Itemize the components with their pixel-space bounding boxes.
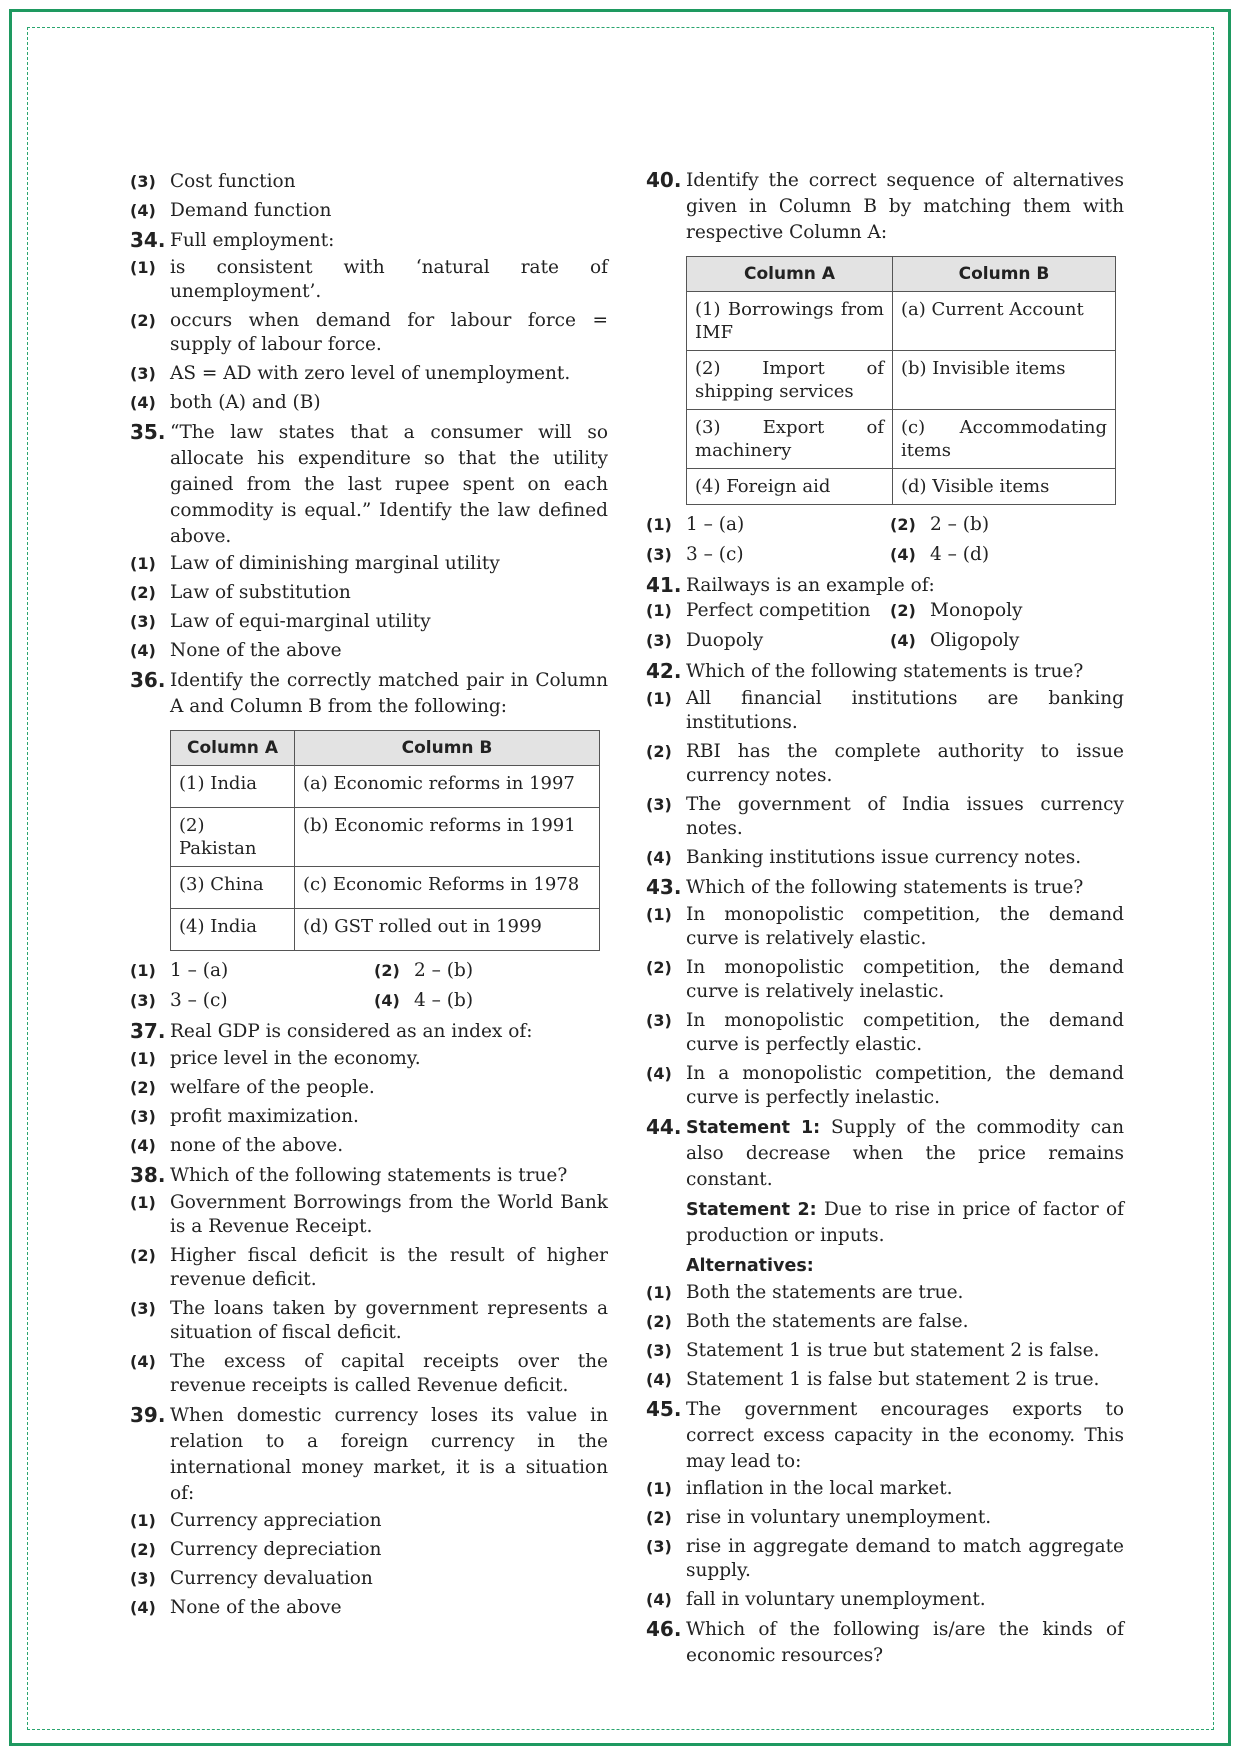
option-number: (2): [374, 961, 400, 980]
question-42: [646, 659, 1124, 685]
option: [646, 1506, 1124, 1530]
option: [646, 1535, 1124, 1583]
option: [130, 610, 608, 634]
option-text: both (A) and (B): [170, 392, 321, 413]
option-text: None of the above: [170, 640, 342, 661]
option-text: 2 – (b): [414, 960, 474, 981]
option: [130, 199, 608, 223]
question-39: [130, 1403, 608, 1507]
q33-options-tail: [130, 170, 608, 223]
right-column: [646, 168, 1124, 1669]
option-number: (4): [130, 201, 156, 220]
option-text: Higher fiscal deficit is the result of higher revenue deficit.: [170, 1245, 608, 1290]
question-number: 46.: [646, 1617, 682, 1641]
option: [130, 581, 608, 605]
table-cell: (1) India: [171, 766, 295, 808]
table-cell: (2) Pakistan: [171, 808, 295, 867]
option-text: 2 – (b): [930, 514, 990, 535]
question-41: [646, 573, 1124, 599]
option-number: (4): [890, 545, 916, 564]
option-number: (1): [646, 1479, 672, 1498]
statement-1-text: Supply of the commodity can also decrease when the price remains constant.: [686, 1117, 1124, 1190]
question-41-options: [646, 599, 1124, 659]
option: [646, 1062, 1124, 1110]
option-number: (4): [130, 1352, 156, 1371]
option-text: fall in voluntary unemployment.: [686, 1589, 986, 1610]
option: [130, 391, 608, 415]
option-text: Demand function: [170, 200, 332, 221]
option-text: Cost function: [170, 171, 296, 192]
option-number: (3): [646, 795, 672, 814]
option: [646, 793, 1124, 841]
option: [130, 1134, 608, 1158]
alternatives-heading: [646, 1253, 1124, 1279]
table-cell: (4) India: [171, 909, 295, 951]
question-number: 45.: [646, 1397, 682, 1421]
option: [646, 599, 880, 623]
option-number: (1): [130, 1049, 156, 1068]
question-number: 44.: [646, 1115, 682, 1139]
question-text: Identify the correctly matched pair in Column A and Column B from the following:: [170, 670, 608, 717]
option-text: Statement 1 is false but statement 2 is true.: [686, 1369, 1100, 1390]
option: [646, 1281, 1124, 1305]
option-text: 1 – (a): [170, 960, 229, 981]
option-text: In monopolistic competition, the demand curve is relatively elastic.: [686, 904, 1124, 949]
option-text: 4 – (d): [930, 544, 990, 565]
left-column: [130, 168, 608, 1625]
question-text: Which of the following statements is true?: [170, 1165, 568, 1186]
option: [130, 309, 608, 357]
question-text: Which of the following statements is true?: [686, 877, 1084, 898]
option-text: AS = AD with zero level of unemployment.: [170, 363, 571, 384]
option-number: (3): [130, 991, 156, 1010]
table-row: [171, 867, 600, 909]
option: [374, 989, 608, 1013]
option-text: Both the statements are false.: [686, 1311, 969, 1332]
option-text: In a monopolistic competition, the demand curve is perfectly inelastic.: [686, 1063, 1124, 1108]
option: [130, 1596, 608, 1620]
question-36-options: [130, 959, 608, 1019]
option: [646, 1009, 1124, 1057]
option: [646, 740, 1124, 788]
option-number: (3): [646, 1011, 672, 1030]
question-43-options: [646, 903, 1124, 1110]
option-text: Both the statements are true.: [686, 1282, 964, 1303]
option-number: (4): [130, 393, 156, 412]
column-a-header: Column A: [687, 257, 893, 292]
table-header-row: [171, 731, 600, 766]
question-39-options: [130, 1509, 608, 1620]
option-number: (2): [890, 601, 916, 620]
option-text: None of the above: [170, 1597, 342, 1618]
option-text: 3 – (c): [170, 990, 228, 1011]
question-number: 38.: [130, 1163, 166, 1187]
option-text: Currency depreciation: [170, 1539, 382, 1560]
option-text: profit maximization.: [170, 1106, 359, 1127]
option-number: (1): [646, 601, 672, 620]
question-text: When domestic currency loses its value in relation to a foreign currency in the international money market, it is a situation of:: [170, 1405, 608, 1504]
match-table-40: [686, 256, 1116, 505]
option-text: Law of substitution: [170, 582, 351, 603]
option: [130, 1047, 608, 1071]
option: [130, 959, 364, 983]
option-number: (2): [646, 742, 672, 761]
question-42-options: [646, 687, 1124, 870]
option-number: (3): [130, 172, 156, 191]
question-37: [130, 1019, 608, 1045]
option-text: Duopoly: [686, 630, 764, 651]
statement-2: [646, 1197, 1124, 1249]
option-text: The loans taken by government represents a situation of fiscal deficit.: [170, 1298, 608, 1343]
option: [646, 513, 880, 537]
option-text: 3 – (c): [686, 544, 744, 565]
table-cell: (d) Visible items: [893, 469, 1116, 505]
option-number: (1): [646, 1283, 672, 1302]
table-cell: (b) Economic reforms in 1991: [295, 808, 600, 867]
option-text: Oligopoly: [930, 630, 1020, 651]
option-number: (1): [130, 258, 156, 277]
column-b-header: Column B: [893, 257, 1116, 292]
option-text: The excess of capital receipts over the revenue receipts is called Revenue deficit.: [170, 1351, 608, 1396]
table-row: [171, 909, 600, 951]
option: [130, 989, 364, 1013]
option: [130, 1244, 608, 1292]
option: [890, 599, 1124, 623]
option-text: is consistent with ‘natural rate of unemployment’.: [170, 257, 608, 302]
option: [130, 1105, 608, 1129]
option: [646, 846, 1124, 870]
question-45: [646, 1397, 1124, 1475]
option: [646, 903, 1124, 951]
table-cell: (3) China: [171, 867, 295, 909]
question-34-options: [130, 256, 608, 415]
table-cell: (a) Economic reforms in 1997: [295, 766, 600, 808]
question-text: Which of the following statements is true?: [686, 661, 1084, 682]
option: [646, 543, 880, 567]
option-number: (2): [646, 1312, 672, 1331]
option: [646, 1339, 1124, 1363]
option-number: (4): [890, 631, 916, 650]
option-number: (3): [646, 545, 672, 564]
option-number: (3): [130, 1569, 156, 1588]
option-text: Currency devaluation: [170, 1568, 373, 1589]
option-text: RBI has the complete authority to issue currency notes.: [686, 741, 1124, 786]
option-number: (1): [646, 689, 672, 708]
table-cell: (d) GST rolled out in 1999: [295, 909, 600, 951]
option: [130, 1350, 608, 1398]
option-number: (3): [646, 1537, 672, 1556]
table-cell: (a) Current Account: [893, 292, 1116, 351]
option: [130, 1191, 608, 1239]
table-cell: (c) Economic Reforms in 1978: [295, 867, 600, 909]
option-text: inflation in the local market.: [686, 1478, 953, 1499]
question-38: [130, 1163, 608, 1189]
option-number: (4): [130, 1136, 156, 1155]
option: [130, 552, 608, 576]
question-40-options: [646, 513, 1124, 573]
option: [130, 1509, 608, 1533]
question-45-options: [646, 1477, 1124, 1612]
table-cell: (b) Invisible items: [893, 351, 1116, 410]
option-text: welfare of the people.: [170, 1077, 375, 1098]
option-text: All financial institutions are banking institutions.: [686, 688, 1124, 733]
option-number: (3): [646, 631, 672, 650]
option: [646, 956, 1124, 1004]
table-row: [171, 808, 600, 867]
option: [646, 629, 880, 653]
option: [130, 1076, 608, 1100]
question-text: Identify the correct sequence of alternatives given in Column B by matching them with respective Column A:: [686, 170, 1124, 243]
question-number: 41.: [646, 573, 682, 597]
option: [130, 1567, 608, 1591]
option-number: (4): [646, 1064, 672, 1083]
option-text: The government of India issues currency notes.: [686, 794, 1124, 839]
option-number: (3): [130, 1299, 156, 1318]
option-number: (3): [130, 1107, 156, 1126]
option-number: (2): [890, 515, 916, 534]
question-38-options: [130, 1191, 608, 1398]
option-number: (4): [130, 641, 156, 660]
option-text: Perfect competition: [686, 600, 871, 621]
table-cell: (4) Foreign aid: [687, 469, 893, 505]
option-text: 1 – (a): [686, 514, 745, 535]
table-row: [687, 351, 1116, 410]
option: [890, 543, 1124, 567]
table-cell: (2) Import of shipping services: [687, 351, 893, 410]
option-number: (2): [646, 1508, 672, 1527]
question-36: [130, 668, 608, 720]
question-46: [646, 1617, 1124, 1669]
statement-2-text: Due to rise in price of factor of production or inputs.: [686, 1199, 1124, 1246]
question-number: 37.: [130, 1019, 166, 1043]
option-number: (1): [130, 1511, 156, 1530]
option-text: In monopolistic competition, the demand curve is relatively inelastic.: [686, 957, 1124, 1002]
option-text: rise in voluntary unemployment.: [686, 1507, 992, 1528]
statement-2-label: Statement 2:: [686, 1200, 817, 1220]
table-row: [687, 292, 1116, 351]
option-number: (2): [130, 1078, 156, 1097]
question-number: 43.: [646, 875, 682, 899]
option-number: (4): [130, 1598, 156, 1617]
column-a-header: Column A: [171, 731, 295, 766]
option: [890, 629, 1124, 653]
question-number: 35.: [130, 420, 166, 444]
option-text: Currency appreciation: [170, 1510, 382, 1531]
option: [130, 639, 608, 663]
question-43: [646, 875, 1124, 901]
question-number: 40.: [646, 168, 682, 192]
question-text: “The law states that a consumer will so allocate his expenditure so that the utility gained from the last rupee spent on each commodity is equal.” Identify the law defined above.: [170, 422, 608, 547]
option: [130, 1538, 608, 1562]
option-text: 4 – (b): [414, 990, 474, 1011]
option: [890, 513, 1124, 537]
option-text: occurs when demand for labour force = supply of labour force.: [170, 310, 608, 355]
option-text: In monopolistic competition, the demand curve is perfectly elastic.: [686, 1010, 1124, 1055]
option-text: price level in the economy.: [170, 1048, 421, 1069]
question-37-options: [130, 1047, 608, 1158]
question-34: [130, 228, 608, 254]
question-44-options: [646, 1281, 1124, 1392]
column-b-header: Column B: [295, 731, 600, 766]
question-number: 42.: [646, 659, 682, 683]
question-number: 39.: [130, 1403, 166, 1427]
option: [646, 1588, 1124, 1612]
statement-1-label: Statement 1:: [686, 1118, 821, 1138]
question-number: 34.: [130, 228, 166, 252]
option-text: rise in aggregate demand to match aggregate supply.: [686, 1536, 1124, 1581]
table-header-row: [687, 257, 1116, 292]
question-text: Railways is an example of:: [686, 575, 935, 596]
option-number: (3): [130, 364, 156, 383]
table-cell: (c) Accommodating items: [893, 410, 1116, 469]
option-number: (1): [130, 1193, 156, 1212]
question-35: [130, 420, 608, 550]
option-number: (1): [130, 554, 156, 573]
option-text: Monopoly: [930, 600, 1023, 621]
option: [646, 1477, 1124, 1501]
option-number: (2): [646, 958, 672, 977]
question-text: Real GDP is considered as an index of:: [170, 1021, 533, 1042]
table-cell: (1) Borrowings from IMF: [687, 292, 893, 351]
option-text: Government Borrowings from the World Bank is a Revenue Receipt.: [170, 1192, 608, 1237]
option-text: Law of equi-marginal utility: [170, 611, 431, 632]
option-number: (2): [130, 311, 156, 330]
option-number: (1): [646, 905, 672, 924]
table-row: [171, 766, 600, 808]
option: [130, 1297, 608, 1345]
question-40: [646, 168, 1124, 246]
table-row: [687, 410, 1116, 469]
option-number: (4): [646, 1370, 672, 1389]
table-row: [687, 469, 1116, 505]
option: [646, 1310, 1124, 1334]
option-text: Law of diminishing marginal utility: [170, 553, 500, 574]
option-number: (2): [130, 1540, 156, 1559]
option: [374, 959, 608, 983]
match-table-36: [170, 730, 600, 951]
option-text: Statement 1 is true but statement 2 is false.: [686, 1340, 1100, 1361]
table-cell: (3) Export of machinery: [687, 410, 893, 469]
option-number: (3): [646, 1341, 672, 1360]
question-text: Which of the following is/are the kinds of economic resources?: [686, 1619, 1124, 1666]
option-number: (4): [646, 848, 672, 867]
option-number: (2): [130, 1246, 156, 1265]
option-number: (4): [374, 991, 400, 1010]
option-number: (2): [130, 583, 156, 602]
question-44: [646, 1115, 1124, 1193]
option-number: (1): [646, 515, 672, 534]
alternatives-label: Alternatives:: [686, 1256, 814, 1276]
option: [646, 1368, 1124, 1392]
question-number: 36.: [130, 668, 166, 692]
question-35-options: [130, 552, 608, 663]
option-number: (3): [130, 612, 156, 631]
option: [130, 256, 608, 304]
option-number: (1): [130, 961, 156, 980]
option: [646, 687, 1124, 735]
option-number: (4): [646, 1590, 672, 1609]
question-text: The government encourages exports to correct excess capacity in the economy. This may lead to:: [686, 1399, 1124, 1472]
option: [130, 170, 608, 194]
option-text: Banking institutions issue currency notes.: [686, 847, 1082, 868]
option-text: none of the above.: [170, 1135, 344, 1156]
option: [130, 362, 608, 386]
question-text: Full employment:: [170, 230, 335, 251]
